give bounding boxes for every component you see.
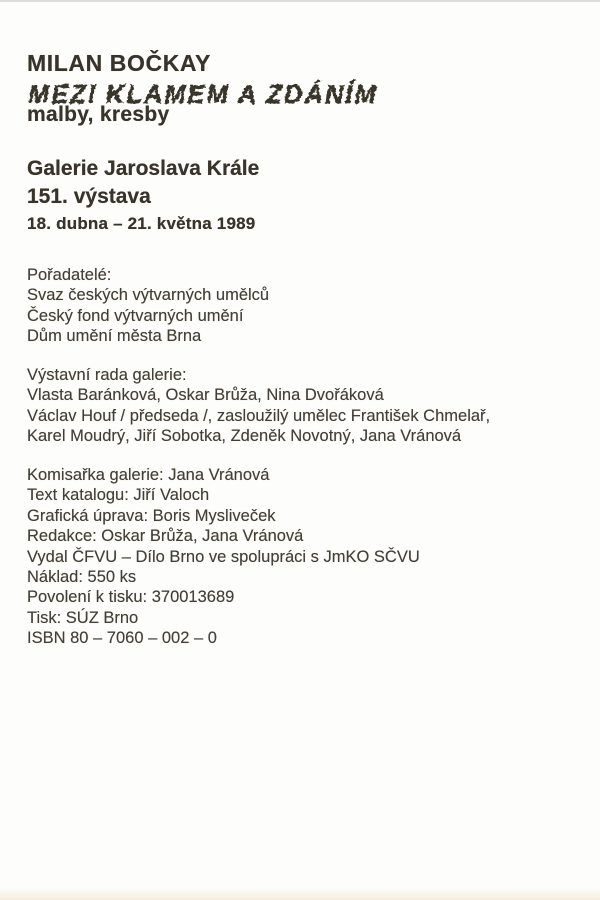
council-members-line: Karel Moudrý, Jiří Sobotka, Zdeněk Novotný, Jana Vránová: [27, 427, 462, 446]
organizer-item: Dům umění města Brna: [27, 327, 202, 346]
colophon-block: [27, 465, 420, 649]
council-members-line: Vlasta Baránková, Oskar Brůža, Nina Dvořáková: [27, 386, 384, 405]
exhibition-title: MEZI KLAMEM A ZDÁNÍM: [28, 81, 378, 109]
council-members-line: Václav Houf / předseda /, zasloužilý umělec František Chmelař,: [27, 406, 491, 425]
gallery-name: Galerie Jaroslava Krále: [27, 157, 260, 180]
exhibition-council-block: [27, 365, 490, 447]
organizers-heading: Pořadatelé:: [27, 266, 112, 284]
exhibition-dates: 18. dubna – 21. května 1989: [27, 214, 256, 233]
colophon-line-catalog-text: Text katalogu: Jiří Valoch: [27, 486, 210, 505]
gallery-info-block: [27, 155, 259, 237]
council-heading: Výstavní rada galerie:: [27, 366, 187, 384]
artist-name: MILAN BOČKAY: [27, 50, 211, 76]
organizers-block: [27, 265, 269, 347]
colophon-line-isbn: ISBN 80 – 7060 – 002 – 0: [27, 629, 217, 648]
colophon-line-graphic-design: Grafická úprava: Boris Mysliveček: [27, 506, 276, 525]
colophon-line-publisher: Vydal ČFVU – Dílo Brno ve spolupráci s JmKO SČVU: [27, 547, 420, 566]
exhibition-number: 151. výstava: [27, 185, 151, 208]
colophon-line-print-permit: Povolení k tisku: 370013689: [27, 588, 235, 607]
organizer-item: Svaz českých výtvarných umělců: [27, 286, 270, 305]
colophon-line-curator: Komisařka galerie: Jana Vránová: [27, 466, 270, 484]
scan-edge-bottom: [0, 888, 600, 900]
scan-edge-top: [0, 0, 600, 2]
colophon-line-printer: Tisk: SÚZ Brno: [27, 608, 139, 627]
organizer-item: Český fond výtvarných umění: [27, 306, 244, 325]
colophon-line-print-run: Náklad: 550 ks: [27, 568, 137, 587]
exhibition-subtitle: malby, kresby: [27, 103, 170, 126]
colophon-line-editors: Redakce: Oskar Brůža, Jana Vránová: [27, 527, 304, 546]
